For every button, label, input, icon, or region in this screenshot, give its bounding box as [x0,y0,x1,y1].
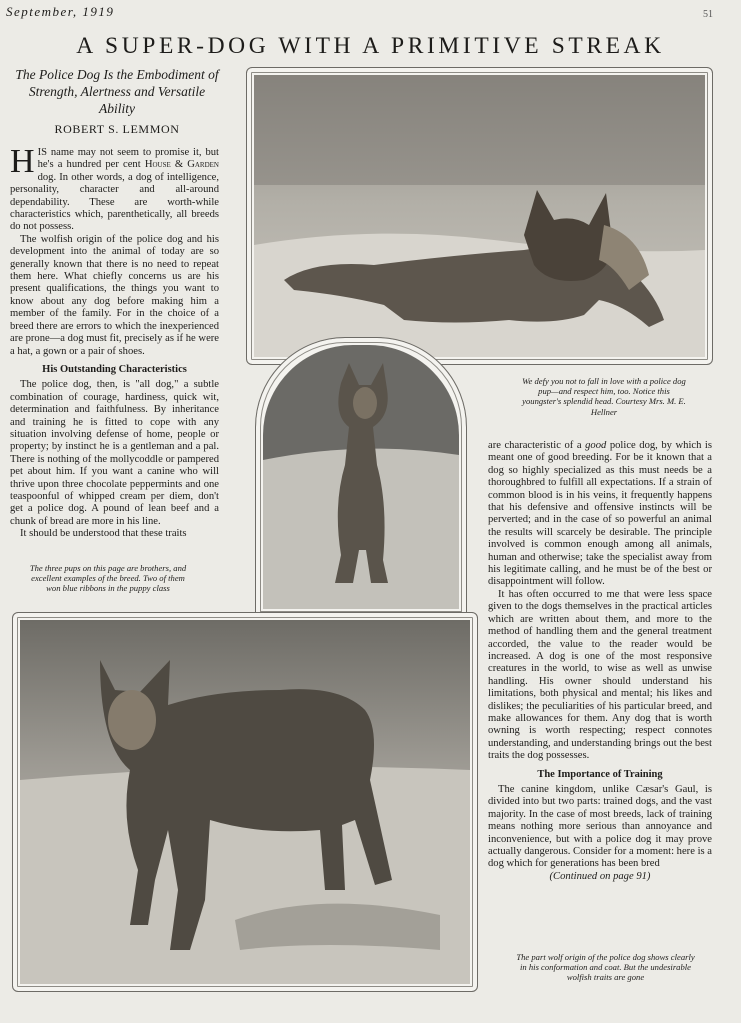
paragraph-2: The wolfish origin of the police dog and his development into the animal of today are so generally known that there is no need to repeat them here. What chiefly concerns us are his present qualifications, the things you want to know about any dog before making him a member of the family. For in the choice of a breed there are errors to which the inexperienced are prone—a dog must fit, precisely as if he were a hat, a gown or a pair of shoes. [10,233,219,357]
paragraph-7: The canine kingdom, unlike Cæsar's Gaul, is divided into but two parts: trained dogs, and the vast majority. In the case of most breeds, lack of training means nothing more serious than annoyance and inconvenience, but with a police dog it may prove actually dangerous. Consider for a moment: here is a dog which for generations has been bred [488,783,712,870]
caption-sitting-pup: The three pups on this page are brothers, and excellent examples of the breed. Two of them won blue ribbons in the puppy class [29,563,187,594]
caption-standing-dog: The part wolf origin of the police dog shows clearly in his conformation and coat. But the undesirable wolfish traits are gone [516,952,695,983]
page-number: 51 [703,9,713,20]
left-column [10,143,219,541]
continued-note: (Continued on page 91) [549,870,651,882]
standing-dog-photo [20,620,470,984]
subheading-characteristics: His Outstanding Characteristics [42,363,187,375]
byline: ROBERT S. LEMMON [54,122,180,136]
lying-dog-photo [254,75,705,357]
brand-name: House & Garden [144,159,219,171]
paragraph-5: are characteristic of a good police dog, by which is meant one of good breeding. For be it known that a dog so highly specialized as this must needs be a thoroughbred to fulfill all expectations. If a strain of common blood is in his veins, it frequently happens that his defensive and offensive instincts will be perverted; and in the case of so powerful an animal the results will scarcely be desirable. The principle involved is common enough among all animals, human and otherwise; take the specialist away from his legitimate calling, and he must be of the best or disappointment will follow. [488,440,712,588]
sitting-pup-photo [263,345,459,609]
photo-frame-arched [255,337,467,617]
paragraph-6: It has often occurred to me that were less space given to the dogs themselves in the practical articles which are written about them, and more to the method of handling them and the general treatment accorded, the value to the reader would be increased. A dog is one of the most responsive creatures in the world, to wise as well as unwise handling. His owner should understand his limitations, both physical and mental; his likes and dislikes; the peculiarities of his particular breed, and make allowances for them. Any dog that is worth owning is worth respecting; respect connotes understanding, and understanding brings out the best traits the dog possesses. [488,588,712,762]
photo-frame-bottom [12,612,478,992]
subheading-training: The Importance of Training [537,768,663,780]
article-subtitle: The Police Dog Is the Embodiment of Strength, Alertness and Versatile Ability [15,67,219,116]
drop-cap: H [10,143,35,180]
paragraph-1: HIS name may not seem to promise it, but he's a hundred per cent House & Garden dog. In other words, a dog of intelligence, personality, character and all-around dependability. These are worth-while characteristics which, parenthetically, all breeds do not possess. [10,143,219,233]
paragraph-3: The police dog, then, is "all dog," a subtle combination of courage, hardiness, quick wit, determination and faithfulness. By inheritance and training he is fitted to cope with any situation involving defense of home, people or property; by instinct he is a gentleman and a pal. There is nothing of the mollycoddle or pampered pet about him. If you want a canine who will thrive upon three chocolate peppermints and one teaspoonful of whipped cream per diem, don't get a police dog. A pound of lean beef and a chunk of bread are more in his line. [10,379,219,527]
caption-top-photo: We defy you not to fall in love with a police dog pup—and respect him, too. Notice this youngster's splendid head. Courtesy Mrs. M. E. Hellner [522,376,686,417]
paragraph-4: It should be understood that these traits [20,528,187,540]
article-title: A SUPER-DOG WITH A PRIMITIVE STREAK [76,33,665,59]
photo-frame-top [246,67,713,365]
right-column [488,440,712,883]
issue-date: September, 1919 [6,4,115,19]
